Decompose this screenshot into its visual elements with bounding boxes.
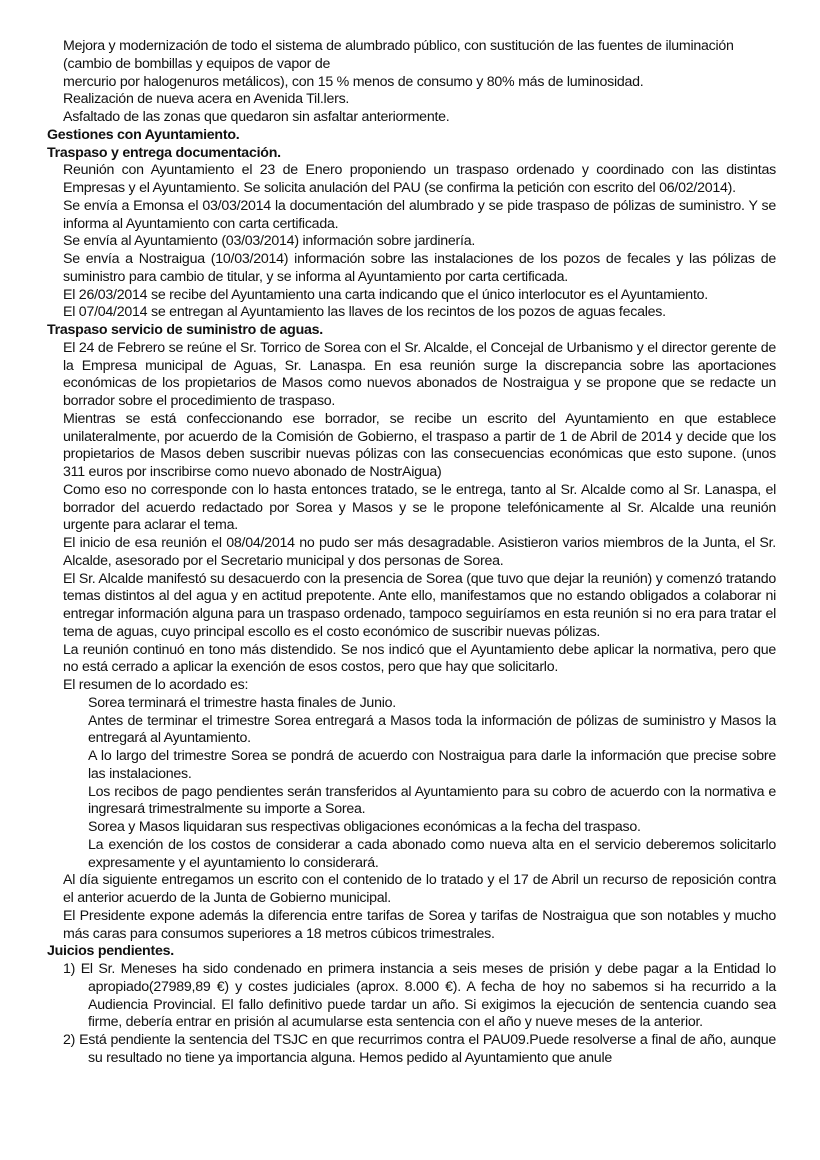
aguas-paragraph: La reunión continuó en tono más distendido. Se nos indicó que el Ayuntamiento debe aplicar la normativa, pero que no está cerrado a aplicar la exención de esos costos, pero que hay que solicitarlo. [63,641,776,676]
traspaso-doc-paragraph: Se envía a Emonsa el 03/03/2014 la documentación del alumbrado y se pide traspaso de pólizas de suministro. Y se informa al Ayuntamiento con carta certificada. [63,197,776,232]
agreement-item: Sorea y Masos liquidaran sus respectivas obligaciones económicas a la fecha del traspaso. [88,819,641,835]
traspaso-doc-paragraph: Se envía a Nostraigua (10/03/2014) información sobre las instalaciones de los pozos de fecales y las pólizas de suministro para cambio de titular, y se informa al Ayuntamiento por carta certificada. [63,251,776,285]
document-page [47,38,776,1068]
intro-alumbrado-line-1: Mejora y modernización de todo el sistema de alumbrado público, con sustitución de las fuentes de iluminación (cambio de bombillas y equipos de vapor de [63,38,734,72]
agreement-item: Los recibos de pago pendientes serán transferidos al Ayuntamiento para su cobro de acuerdo con la normativa e ingresará trimestralmente su importe a Sorea. [88,783,776,818]
aguas-paragraph: Como eso no corresponde con lo hasta entonces tratado, se le entrega, tanto al Sr. Alcalde como al Sr. Lanaspa, el borrador del acuerdo redactado por Sorea y Masos y se le propone telefónicamente al Sr. Alcalde una reunión urgente para aclarar el tema. [63,481,776,534]
intro-asfaltado-paragraph: Asfaltado de las zonas que quedaron sin asfaltar anteriormente. [63,109,450,125]
traspaso-doc-paragraph: Reunión con Ayuntamiento el 23 de Enero proponiendo un traspaso ordenado y coordinado con las distintas Empresas y el Ayuntamiento. Se solicita anulación del PAU (se confirma la petición con escrito del 06/02/2014). [63,162,776,196]
intro-alumbrado-line-2: mercurio por halogenuros metálicos), con 15 % menos de consumo y 80% más de luminosidad. [63,73,644,90]
aguas-paragraph: El inicio de esa reunión el 08/04/2014 no pudo ser más desagradable. Asistieron varios miembros de la Junta, el Sr. Alcalde, asesorado por el Secretario municipal y dos personas de Sorea. [63,535,776,569]
aguas-paragraph: Mientras se está confeccionando ese borrador, se recibe un escrito del Ayuntamiento en que establece unilateralmente, por acuerdo de la Comisión de Gobierno, el traspaso a partir de 1 de Abril de 2014 y decide que los propietarios de Masos deben suscribir nuevas pólizas con las consecuencias económicas que esto supone. (unos 311 euros por inscribirse como nuevo abonado de NostrAigua) [63,410,776,480]
aguas-paragraph: El 24 de Febrero se reúne el Sr. Torrico de Sorea con el Sr. Alcalde, el Concejal de Urbanismo y el director gerente de la Empresa municipal de Aguas, Sr. Lanaspa. En esa reunión surge la discrepancia sobre las aportaciones económicas de los propietarios de Masos como nuevos abonados de Nostraigua y se propone que se redacte un borrador sobre el procedimiento de traspaso. [63,339,776,409]
aguas-paragraph: El Sr. Alcalde manifestó su desacuerdo con la presencia de Sorea (que tuvo que dejar la reunión) y comenzó tratando temas distintos al del agua y en actitud prepotente. Ante ello, manifestamos que no estando obligados a colaborar ni entregar información alguna para un traspaso ordenado, tampoco seguiríamos en esta reunión si no era para tratar el tema de aguas, cuyo principal escollo es el costo económico de suscribir nuevas pólizas. [63,570,776,640]
heading-traspaso-documentacion: Traspaso y entrega documentación. [47,144,281,161]
heading-traspaso-aguas: Traspaso servicio de suministro de aguas. [47,322,323,338]
juicio-item: 1) El Sr. Meneses ha sido condenado en primera instancia a seis meses de prisión y debe pagar a la Entidad lo apropiado(27989,89 €) y costes judiciales (aprox. 8.000 €). A fecha de hoy no sabemos si ha recurrido a la Audiencia Provincial. El fallo definitivo puede tardar un año. Si exigimos la ejecución de sentencia cuando sea firme, debería entrar en prisión al acumularse esta sentencia con el año y nueve meses de la anterior. [63,961,776,1031]
traspaso-doc-paragraph: El 07/04/2014 se entregan al Ayuntamiento las llaves de los recintos de los pozos de aguas fecales. [63,304,666,321]
intro-alumbrado-paragraph [47,38,776,91]
agreements-list [47,695,776,873]
juicios-list [47,961,776,1068]
agreement-item: Antes de terminar el trimestre Sorea entregará a Masos toda la información de pólizas de suministro y Masos la entregará al Ayuntamiento. [88,712,776,747]
traspaso-doc-paragraph: Se envía al Ayuntamiento (03/03/2014) información sobre jardinería. [63,233,476,250]
intro-acera-paragraph: Realización de nueva acera en Avenida Til.lers. [63,91,350,108]
traspaso-doc-paragraph: El 26/03/2014 se recibe del Ayuntamiento una carta indicando que el único interlocutor es el Ayuntamiento. [63,286,708,303]
juicio-item: 2) Está pendiente la sentencia del TSJC en que recurrimos contra el PAU09.Puede resolverse a final de año, aunque su resultado no tiene ya importancia alguna. Hemos pedido al Ayuntamiento que anule [63,1032,776,1066]
heading-gestiones: Gestiones con Ayuntamiento. [47,126,240,143]
agreement-item: Sorea terminará el trimestre hasta finales de Junio. [88,694,396,711]
agreement-item: A lo largo del trimestre Sorea se pondrá de acuerdo con Nostraigua para darle la información que precise sobre las instalaciones. [88,748,776,782]
aguas-closing-paragraph: El Presidente expone además la diferencia entre tarifas de Sorea y tarifas de Nostraigua que son notables y mucho más caras para consumos superiores a 18 metros cúbicos trimestrales. [63,907,776,942]
heading-juicios-pendientes: Juicios pendientes. [47,943,174,960]
aguas-resumen-intro: El resumen de lo acordado es: [63,677,249,693]
agreement-item: La exención de los costos de considerar a cada abonado como nueva alta en el servicio deberemos solicitarlo expresamente y el ayuntamiento lo considerará. [88,836,776,871]
aguas-closing-paragraph: Al día siguiente entregamos un escrito con el contenido de lo tratado y el 17 de Abril un recurso de reposición contra el anterior acuerdo de la Junta de Gobierno municipal. [63,872,776,906]
